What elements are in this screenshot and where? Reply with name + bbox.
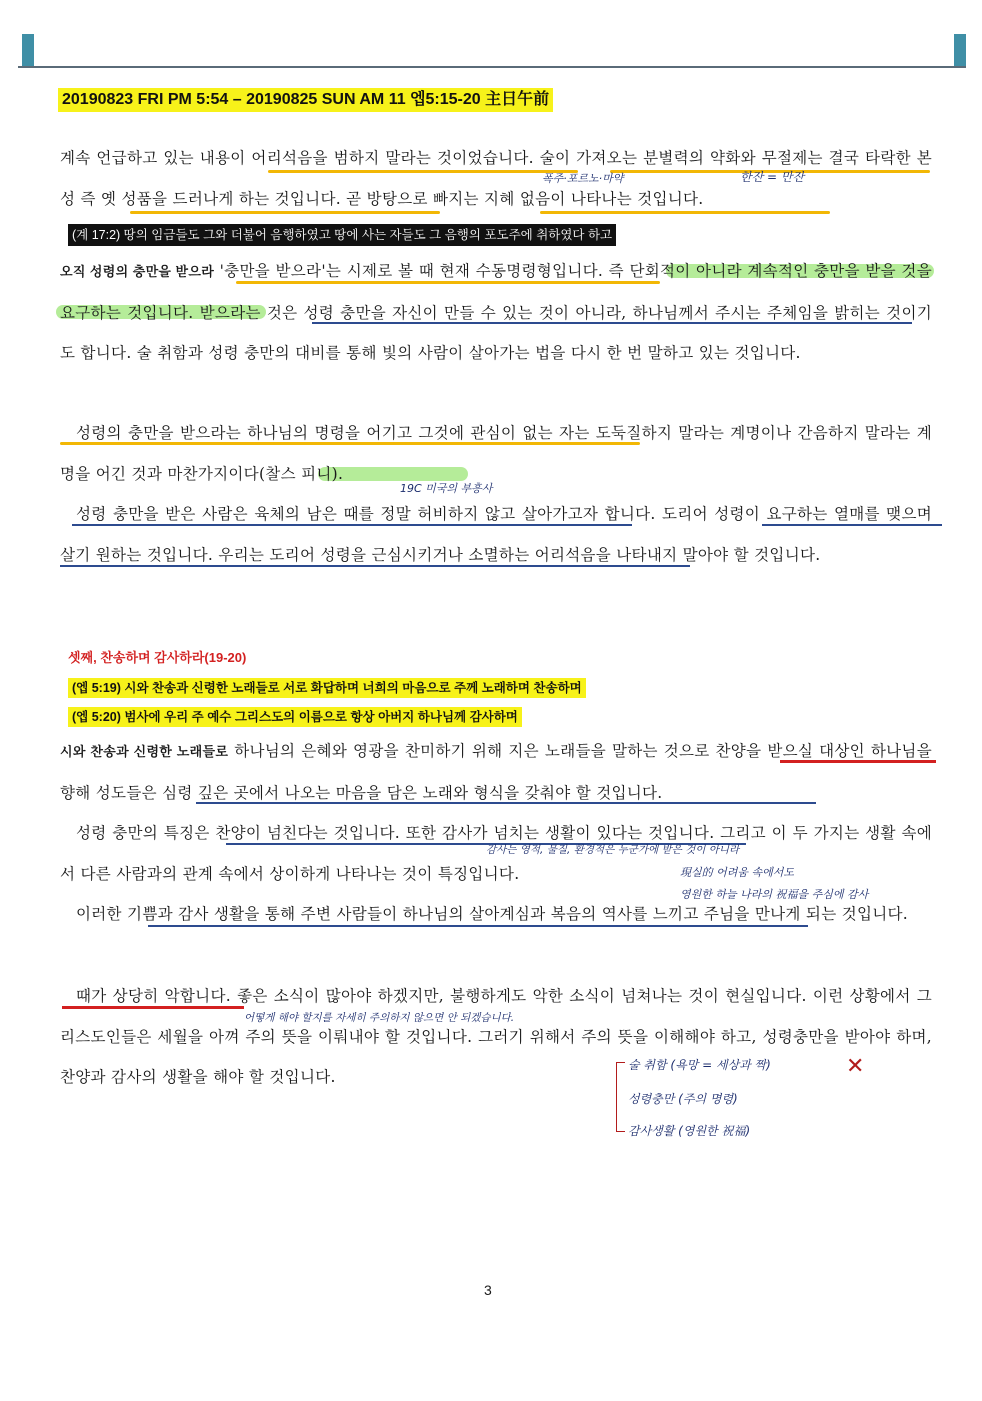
sermon-date-heading: 20190823 FRI PM 5:54 – 20190825 SUN AM 11 엡5:15-20 主日午前	[58, 88, 553, 112]
header-accent-right	[954, 34, 966, 68]
handwritten-note: 現실的 어려움 속에서도	[680, 866, 795, 879]
handwritten-note: 한잔 = 만잔	[740, 170, 805, 184]
body-paragraph-1: 계속 언급하고 있는 내용이 어리석음을 범하지 말라는 것이었습니다. 술이 가져오는 분별력의 약화와 무절제는 결국 타락한 본성 즉 옛 성품을 드러나게 하는 것입니다. 곧 방탕으로 빠지는 지혜 없음이 나타나는 것입니다.	[60, 149, 932, 208]
body-paragraph-2	[60, 251, 932, 374]
handwritten-note: 폭주·포르노·마약	[542, 172, 624, 185]
scripture-quote-eph-5-20: (엡 5:20) 범사에 우리 주 예수 그리스도의 이름으로 항상 아버지 하나님께 감사하며	[68, 707, 522, 727]
paragraph-lead-label: 시와 찬송과 신령한 노래들로	[60, 744, 229, 759]
handwritten-summary-item: 감사생활 (영원한 祝福)	[628, 1124, 751, 1138]
page-number: 3	[484, 1282, 492, 1298]
section-title: 셋째, 찬송하며 감사하라(19-20)	[68, 650, 247, 665]
body-paragraph-8: 때가 상당히 악합니다. 좋은 소식이 많아야 하겠지만, 불행하게도 악한 소식이 넘쳐나는 것이 현실입니다. 이런 상황에서 그리스도인들은 세월을 아껴 주의 뜻을 이뤄내야 할 것입니다. 그러기 위해서 주의 뜻을 이해해야 하고, 성령충만을 받아야 하며, 찬양과 감사의 생활을 해야 할 것입니다.	[60, 987, 932, 1086]
cross-mark-icon: ✕	[846, 1054, 865, 1079]
paragraph-body-text: 하나님의 은혜와 영광을 찬미하기 위해 지은 노래들을 말하는 것으로 찬양을 받으실 대상인 하나님을 향해 성도들은 심령 깊은 곳에서 나오는 마음을 담은 노래와 형식을 갖춰야 할 것입니다.	[60, 742, 932, 802]
handwritten-summary-item: 술 취함 (욕망 = 세상과 짝)	[628, 1058, 771, 1072]
summary-bracket	[616, 1062, 625, 1132]
paragraph-lead-label: 오직 성령의 충만을 받으라	[60, 264, 215, 279]
header-rule	[18, 66, 966, 68]
paragraph-body-text: '충만을 받으라'는 시제로 볼 때 현재 수동명령형입니다. 즉 단회적이 아니라 계속적인 충만을 받을 것을 요구하는 것입니다. 받으라는 것은 성령 충만을 자신이 만들 수 있는 것이 아니라, 하나님께서 주시는 주체임을 밝히는 것이기도 합니다. 술 취함과 성령 충만의 대비를 통해 빛의 사람이 살아가는 법을 다시 한 번 말하고 있는 것입니다.	[60, 262, 932, 362]
body-paragraph-5	[60, 731, 932, 813]
handwritten-note: 어떻게 해야 할지를 자세히 주의하지 않으면 안 되겠습니다.	[244, 1012, 515, 1024]
body-paragraph-6: 성령 충만의 특징은 찬양이 넘친다는 것입니다. 또한 감사가 넘치는 생활이 있다는 것입니다. 그리고 이 두 가지는 생활 속에서 다른 사람과의 관계 속에서 상이하게 나타나는 것이 특징입니다.	[60, 824, 932, 883]
body-paragraph-7: 이러한 기쁨과 감사 생활을 통해 주변 사람들이 하나님의 살아계심과 복음의 역사를 느끼고 주님을 만나게 되는 것입니다.	[76, 905, 909, 923]
handwritten-summary-item: 성령충만 (주의 명령)	[628, 1092, 738, 1106]
header-accent-left	[22, 34, 34, 68]
body-paragraph-4: 성령 충만을 받은 사람은 육체의 남은 때를 정말 허비하지 않고 살아가고자 합니다. 도리어 성령이 요구하는 열매를 맺으며 살기 원하는 것입니다. 우리는 도리어 성령을 근심시키거나 소멸하는 어리석음을 나타내지 말아야 할 것입니다.	[60, 505, 932, 564]
scripture-quote-rev-17-2: (계 17:2) 땅의 임금들도 그와 더불어 음행하였고 땅에 사는 자들도 그 음행의 포도주에 취하였다 하고	[68, 224, 616, 246]
scripture-quote-eph-5-19: (엡 5:19) 시와 찬송과 신령한 노래들로 서로 화답하며 너희의 마음으로 주께 노래하며 찬송하며	[68, 678, 586, 698]
body-paragraph-3: 성령의 충만을 받으라는 하나님의 명령을 어기고 그것에 관심이 없는 자는 도둑질하지 말라는 계명이나 간음하지 말라는 계명을 어긴 것과 마찬가지이다(찰스 피니).	[60, 424, 932, 483]
handwritten-note: 감사는 영적, 물질, 환경적은 누군가에 받은 것이 아니라	[486, 844, 740, 856]
handwritten-note: 19C 미국의 부흥사	[400, 482, 493, 495]
handwritten-note: 영원한 하늘 나라의 祝福을 주심에 감사	[680, 888, 869, 901]
